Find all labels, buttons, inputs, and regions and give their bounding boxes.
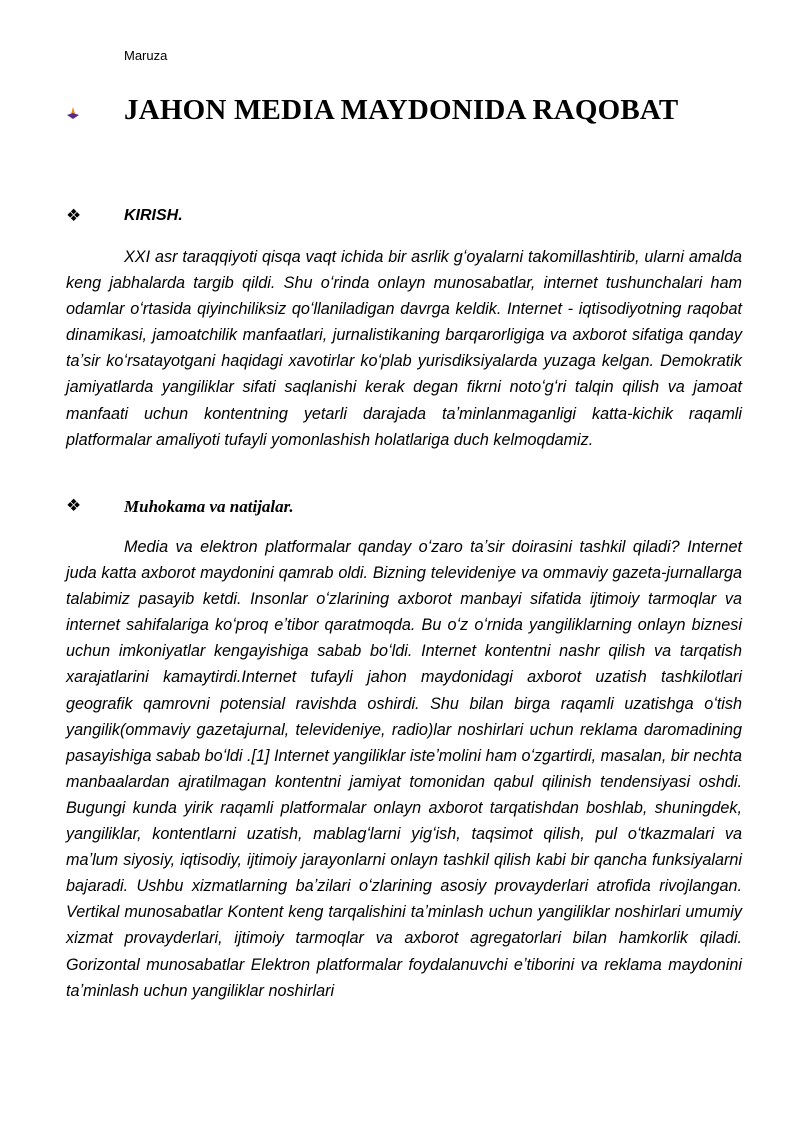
section-paragraph-discussion: Media va elektron platformalar qanday oʻzaro taʼsir doirasini tashkil qiladi? Internet juda katta axborot maydonini qamrab oldi. Bizning televideniye va ommaviy gazeta-jurnallarga talabimiz pasayib ketdi. Insonlar oʻzlarining axborot manbayi sifatida ijtimoiy tarmoqlar va internet sahifalariga koʻproq eʼtibor qaratmoqda. Bu oʻz oʻrnida yangiliklarning onlayn biznesi uchun imkoniyatlar kengayishiga sabab boʻldi. Internet kontentni nashr qilish va tarqatish xarajatlarini kamaytirdi.Internet tufayli jahon maydonidagi axborot uzatish tashkilotlari geografik qamrovni potensial ravishda oshirdi. Shu bilan birga raqamli uzatishga oʻtish yangilik(ommaviy gazetajurnal, televideniye, radio)lar noshirlari uchun reklama daromadining pasayishiga sabab boʻldi .[1] Internet yangiliklar isteʼmolini ham oʻzgartirdi, masalan, bir nechta manbaalardan ajratilmagan kontentni jamiyat tomonidan qabul qilinish tendensiyasi oshdi. Bugungi kunda yirik raqamli platformalar onlayn axborot tarqatishdan boshlab, shuningdek, yangiliklar, kontentlarni uzatish, mablagʻlarni yigʻish, taqsimot qilish, pul oʻtkazmalari va maʼlum siyosiy, iqtisodiy, ijtimoiy jarayonlarni onlayn tashkil qilish kabi bir qancha funksiyalarni bajaradi. Ushbu xizmatlarning baʼzilari oʻzlarining asosiy provayderlari atrofida rivojlangan. Vertikal munosabatlar Kontent keng tarqalishini taʼminlash uchun yangiliklar noshirlari umumiy xizmat provayderlari, ijtimoiy tarmoqlar va axborot agregatorlari bilan hamkorlik qiladi. Gorizontal munosabatlar Elektron platformalar foydalanuvchi eʼtiborini va reklama maydonini taʼminlash uchun yangiliklar noshirlari [66, 538, 742, 1000]
arrowhead-bullet-icon [66, 106, 80, 120]
four-diamond-bullet-icon: ❖ [66, 206, 82, 226]
section-heading-discussion: Muhokama va natijalar. [124, 497, 294, 516]
header-label: Maruza [124, 48, 168, 63]
section-heading-intro: KIRISH. [124, 207, 183, 224]
section-paragraph-intro: XXI asr taraqqiyoti qisqa vaqt ichida bir asrlik gʻoyalarni takomillashtirib, ularni amalda keng jabhalarda targib qildi. Shu oʻrinda onlayn munosabatlar, internet tushunchalari ham odamlar oʻrtasida qiyinchiliksiz qoʻllaniladigan davrga keldik. Internet - iqtisodiyotning raqobat dinamikasi, jamoatchilik manfaatlari, jurnalistikaning barqarorligiga va axborot sifatiga qanday taʼsir koʻrsatayotgani haqidagi xavotirlar koʻplab yurisdiksiyalarda yuzaga kelgan. Demokratik jamiyatlarda yangiliklar sifati saqlanishi kerak degan fikrni notoʻgʻri talqin qilish va jamoat manfaati uchun kontentning yetarli darajada taʼminlanmaganligi katta-kichik raqamli platformalar amaliyoti tufayli yomonlashish holatlariga duch kelmoqdamiz. [66, 248, 742, 449]
four-diamond-bullet-icon: ❖ [66, 496, 82, 516]
document-title: JAHON MEDIA MAYDONIDA RAQOBAT [124, 94, 679, 126]
